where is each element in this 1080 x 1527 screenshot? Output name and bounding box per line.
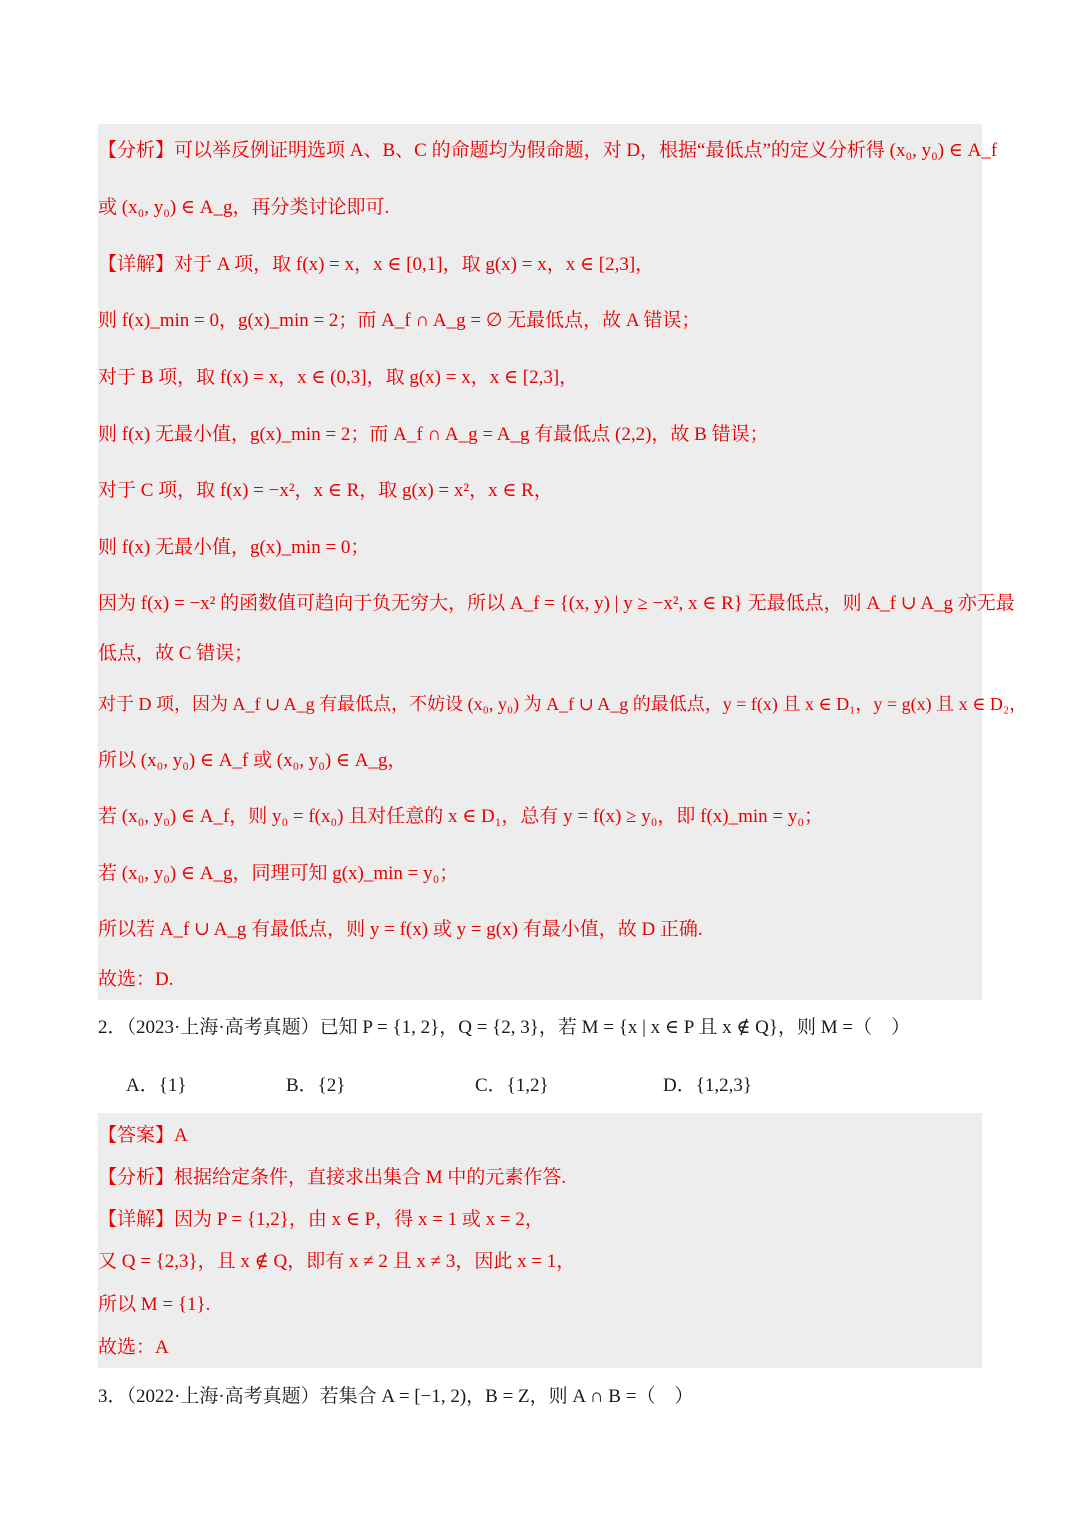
solution1-line-8: 则 f(x) 无最小值，g(x)_min = 0；	[98, 537, 370, 558]
solution1-line-16: 故选：D.	[98, 969, 174, 990]
question-2-option-d[interactable]: D．{1,2,3}	[663, 1075, 752, 1096]
solution1-line-13: 若 (x₀, y₀) ∈ A_f，则 y₀ = f(x₀) 且对任意的 x ∈ D₁，总有 y = f(x) ≥ y₀，即 f(x)_min = y₀；	[98, 806, 823, 827]
solution2-line-5: 所以 M = {1}.	[98, 1294, 211, 1315]
solution1-line-6: 则 f(x) 无最小值，g(x)_min = 2；而 A_f ∩ A_g = A_g 有最低点 (2,2)，故 B 错误；	[98, 424, 769, 445]
solution2-choice: 故选：A	[98, 1337, 169, 1358]
solution1-line-15: 所以若 A_f ∪ A_g 有最低点，则 y = f(x) 或 y = g(x) 有最小值，故 D 正确.	[98, 919, 703, 940]
solution2-line-3: 【详解】因为 P = {1,2}，由 x ∈ P，得 x = 1 或 x = 2，	[98, 1209, 544, 1230]
question-3-stem: 3．（2022·上海·高考真题）若集合 A = [−1, 2)，B = Z，则 A ∩ B =（ ）	[98, 1386, 694, 1407]
solution1-line-3: 【详解】对于 A 项，取 f(x) = x，x ∈ [0,1]，取 g(x) = x，x ∈ [2,3]，	[98, 254, 655, 275]
solution1-line-9: 因为 f(x) = −x² 的函数值可趋向于负无穷大，所以 A_f = {(x, y) | y ≥ −x², x ∈ R} 无最低点，则 A_f ∪ A_g 亦无最	[98, 593, 1015, 614]
solution2-analysis: 【分析】根据给定条件，直接求出集合 M 中的元素作答.	[98, 1167, 567, 1188]
solution2-answer: 【答案】A	[98, 1125, 188, 1146]
solution-block-2	[98, 1113, 982, 1368]
solution1-line-5: 对于 B 项，取 f(x) = x，x ∈ (0,3]，取 g(x) = x，x ∈ [2,3]，	[98, 367, 579, 388]
question-2-option-a[interactable]: A．{1}	[126, 1075, 187, 1096]
solution1-line-7: 对于 C 项，取 f(x) = −x²，x ∈ R，取 g(x) = x²，x ∈ R，	[98, 480, 553, 501]
solution2-line-4: 又 Q = {2,3}，且 x ∉ Q，即有 x ≠ 2 且 x ≠ 3，因此 x = 1，	[98, 1251, 576, 1272]
question-2-option-c[interactable]: C．{1,2}	[475, 1075, 549, 1096]
solution1-line-10: 低点，故 C 错误；	[98, 643, 254, 664]
solution1-line-4: 则 f(x)_min = 0，g(x)_min = 2；而 A_f ∩ A_g = ∅ 无最低点，故 A 错误；	[98, 310, 701, 331]
question-2-stem: 2．（2023·上海·高考真题）已知 P = {1, 2}，Q = {2, 3}，若 M = {x | x ∈ P 且 x ∉ Q}，则 M =（ ）	[98, 1017, 911, 1038]
solution1-line-11: 对于 D 项，因为 A_f ∪ A_g 有最低点，不妨设 (x₀, y₀) 为 A_f ∪ A_g 的最低点，y = f(x) 且 x ∈ D₁，y = g(x) 且 x ∈ D₂，	[98, 694, 1028, 714]
solution1-line-14: 若 (x₀, y₀) ∈ A_g，同理可知 g(x)_min = y₀；	[98, 863, 459, 884]
solution1-line-12: 所以 (x₀, y₀) ∈ A_f 或 (x₀, y₀) ∈ A_g，	[98, 750, 407, 771]
solution-block-1	[98, 124, 1028, 1000]
solution1-line-2: 或 (x₀, y₀) ∈ A_g，再分类讨论即可.	[98, 197, 390, 218]
question-2-option-b[interactable]: B．{2}	[286, 1075, 346, 1096]
solution1-line-1: 【分析】可以举反例证明选项 A、B、C 的命题均为假命题，对 D，根据“最低点”的定义分析得 (x₀, y₀) ∈ A_f	[98, 140, 998, 161]
